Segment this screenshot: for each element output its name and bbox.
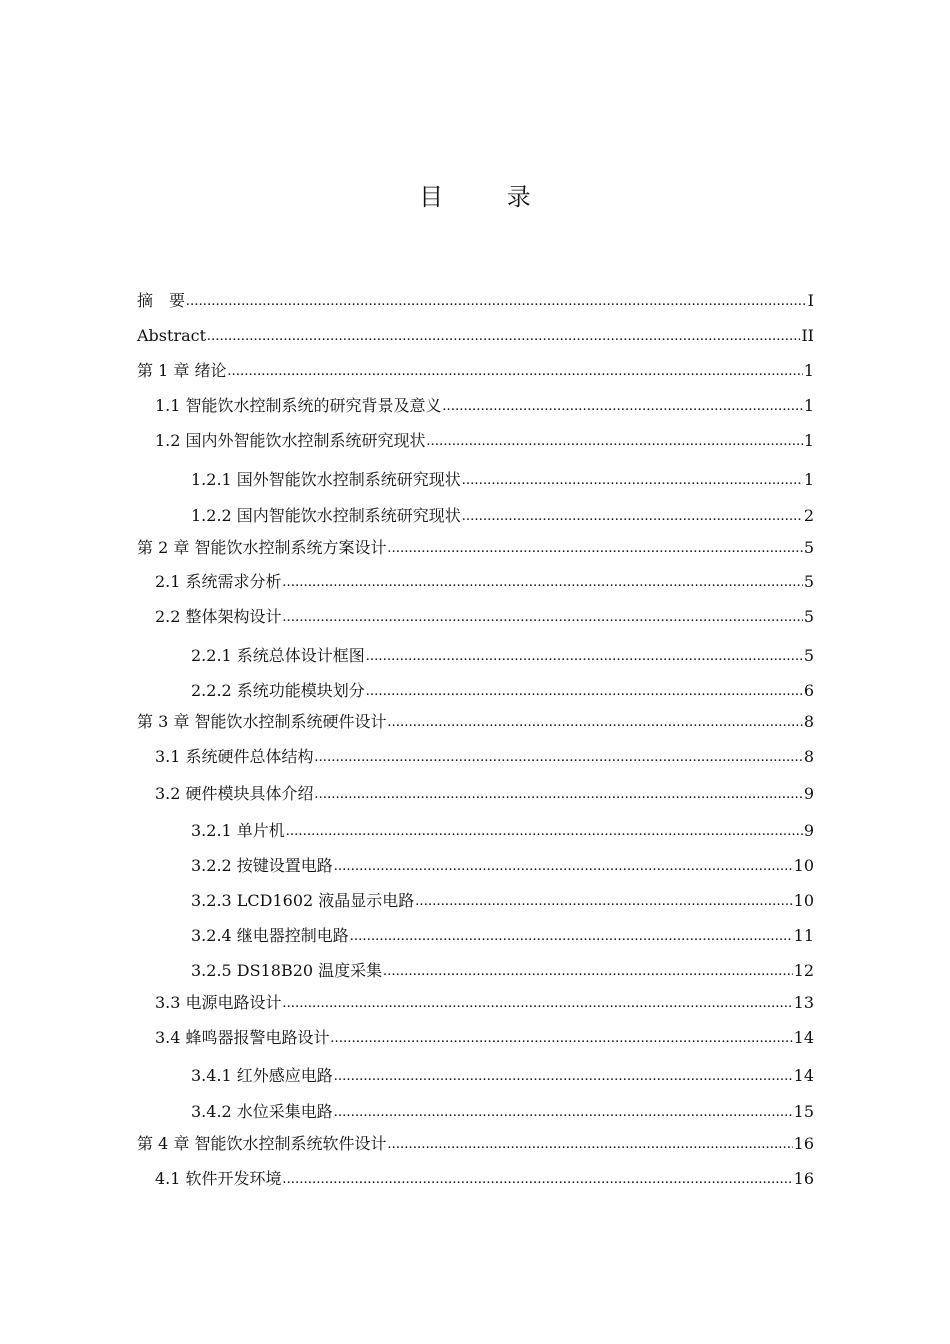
toc-entry-page: 2 [803, 506, 814, 525]
toc-entry-label: 第 4 章 智能饮水控制系统软件设计 [137, 1134, 387, 1153]
toc-entry-label: 3.2.2 按键设置电路 [191, 856, 333, 875]
toc-entry[interactable] [191, 887, 814, 911]
toc-entry-label: 第 2 章 智能饮水控制系统方案设计 [137, 538, 387, 557]
toc-dot-leader [462, 506, 803, 526]
toc-entry-page: 14 [793, 1066, 814, 1085]
toc-entry[interactable] [155, 392, 814, 416]
toc-dot-leader [366, 646, 803, 666]
toc-entry[interactable] [155, 427, 814, 451]
toc-dot-leader [443, 396, 803, 416]
toc-entry[interactable] [191, 852, 814, 876]
toc-entry[interactable] [155, 1024, 814, 1048]
toc-entry-label: 2.2 整体架构设计 [155, 607, 282, 626]
toc-entry-label: 3.1 系统硬件总体结构 [155, 747, 314, 766]
toc-list [137, 0, 814, 1344]
toc-entry[interactable] [191, 922, 814, 946]
toc-dot-leader [334, 1066, 793, 1086]
toc-dot-leader [315, 747, 803, 767]
toc-entry[interactable] [155, 568, 814, 592]
toc-entry-label: 3.4.1 红外感应电路 [191, 1066, 333, 1085]
toc-entry[interactable] [137, 1130, 814, 1154]
toc-entry-label: 2.2.1 系统总体设计框图 [191, 646, 365, 665]
toc-entry[interactable] [191, 677, 814, 701]
toc-entry-page: 5 [803, 572, 814, 591]
toc-title: 目 录 [419, 183, 559, 211]
toc-dot-leader [415, 891, 792, 911]
toc-entry-page: 13 [793, 993, 814, 1012]
toc-dot-leader [383, 961, 792, 981]
toc-entry-label: 1.1 智能饮水控制系统的研究背景及意义 [155, 396, 442, 415]
toc-entry-label: 3.4.2 水位采集电路 [191, 1102, 333, 1121]
toc-entry[interactable] [155, 989, 814, 1013]
toc-dot-leader [350, 926, 793, 946]
toc-entry[interactable] [191, 642, 814, 666]
toc-entry-label: 1.2.1 国外智能饮水控制系统研究现状 [191, 470, 461, 489]
toc-entry-label: 第 1 章 绪论 [137, 361, 227, 380]
toc-dot-leader [283, 993, 793, 1013]
toc-dot-leader [334, 1102, 793, 1122]
toc-dot-leader [283, 1169, 793, 1189]
toc-dot-leader [462, 470, 803, 490]
toc-dot-leader [207, 326, 800, 346]
toc-entry-page: 10 [793, 856, 814, 875]
toc-entry[interactable] [137, 534, 814, 558]
toc-entry-label: 1.2.2 国内智能饮水控制系统研究现状 [191, 506, 461, 525]
toc-entry[interactable] [191, 817, 814, 841]
toc-dot-leader [387, 538, 802, 558]
toc-dot-leader [186, 291, 807, 311]
toc-entry-page: 1 [803, 431, 814, 450]
toc-entry-label: 3.4 蜂鸣器报警电路设计 [155, 1028, 330, 1047]
toc-entry-label: 1.2 国内外智能饮水控制系统研究现状 [155, 431, 426, 450]
toc-entry[interactable] [155, 780, 814, 804]
toc-entry-page: I [807, 291, 814, 310]
toc-entry[interactable] [155, 1165, 814, 1189]
toc-entry-page: 8 [803, 712, 814, 731]
toc-entry[interactable] [155, 743, 814, 767]
toc-entry-page: 8 [803, 747, 814, 766]
toc-dot-leader [227, 361, 802, 381]
toc-entry[interactable] [137, 287, 814, 311]
toc-dot-leader [283, 572, 803, 592]
toc-entry[interactable] [191, 957, 814, 981]
toc-entry[interactable] [191, 1062, 814, 1086]
toc-entry-label: 2.1 系统需求分析 [155, 572, 282, 591]
toc-entry-label: 3.3 电源电路设计 [155, 993, 282, 1012]
toc-dot-leader [331, 1028, 793, 1048]
toc-entry-label: 3.2.4 继电器控制电路 [191, 926, 349, 945]
toc-entry-page: 5 [803, 607, 814, 626]
toc-entry-label: 3.2.3 LCD1602 液晶显示电路 [191, 891, 415, 910]
toc-entry-page: 16 [793, 1169, 814, 1188]
toc-entry-page: 1 [803, 361, 814, 380]
toc-entry-label: Abstract [137, 326, 207, 345]
toc-entry[interactable] [155, 603, 814, 627]
toc-dot-leader [387, 712, 802, 732]
toc-entry[interactable] [191, 1098, 814, 1122]
toc-entry-page: 10 [793, 891, 814, 910]
toc-entry-page: II [801, 326, 814, 345]
toc-entry-page: 14 [793, 1028, 814, 1047]
toc-entry-page: 11 [793, 926, 814, 945]
toc-entry-label: 3.2 硬件模块具体介绍 [155, 784, 314, 803]
toc-entry-page: 5 [803, 646, 814, 665]
toc-dot-leader [286, 821, 803, 841]
toc-entry-label: 4.1 软件开发环境 [155, 1169, 282, 1188]
toc-entry-label: 第 3 章 智能饮水控制系统硬件设计 [137, 712, 387, 731]
toc-entry-page: 9 [803, 821, 814, 840]
toc-entry-page: 15 [793, 1102, 814, 1121]
toc-entry-label: 摘 要 [137, 291, 186, 310]
toc-entry[interactable] [137, 708, 814, 732]
toc-entry-label: 2.2.2 系统功能模块划分 [191, 681, 365, 700]
toc-dot-leader [387, 1134, 792, 1154]
toc-dot-leader [427, 431, 803, 451]
toc-entry[interactable] [191, 502, 814, 526]
toc-dot-leader [315, 784, 803, 804]
toc-dot-leader [366, 681, 803, 701]
toc-dot-leader [334, 856, 793, 876]
toc-entry-page: 12 [793, 961, 814, 980]
toc-entry-page: 5 [803, 538, 814, 557]
toc-dot-leader [283, 607, 803, 627]
toc-entry[interactable] [137, 357, 814, 381]
toc-entry-label: 3.2.5 DS18B20 温度采集 [191, 961, 383, 980]
toc-entry[interactable] [137, 322, 814, 346]
toc-entry-label: 3.2.1 单片机 [191, 821, 285, 840]
toc-entry-page: 1 [803, 396, 814, 415]
toc-entry-page: 9 [803, 784, 814, 803]
toc-entry-page: 6 [803, 681, 814, 700]
toc-entry-page: 16 [793, 1134, 814, 1153]
toc-entry-page: 1 [803, 470, 814, 489]
toc-entry[interactable] [191, 466, 814, 490]
